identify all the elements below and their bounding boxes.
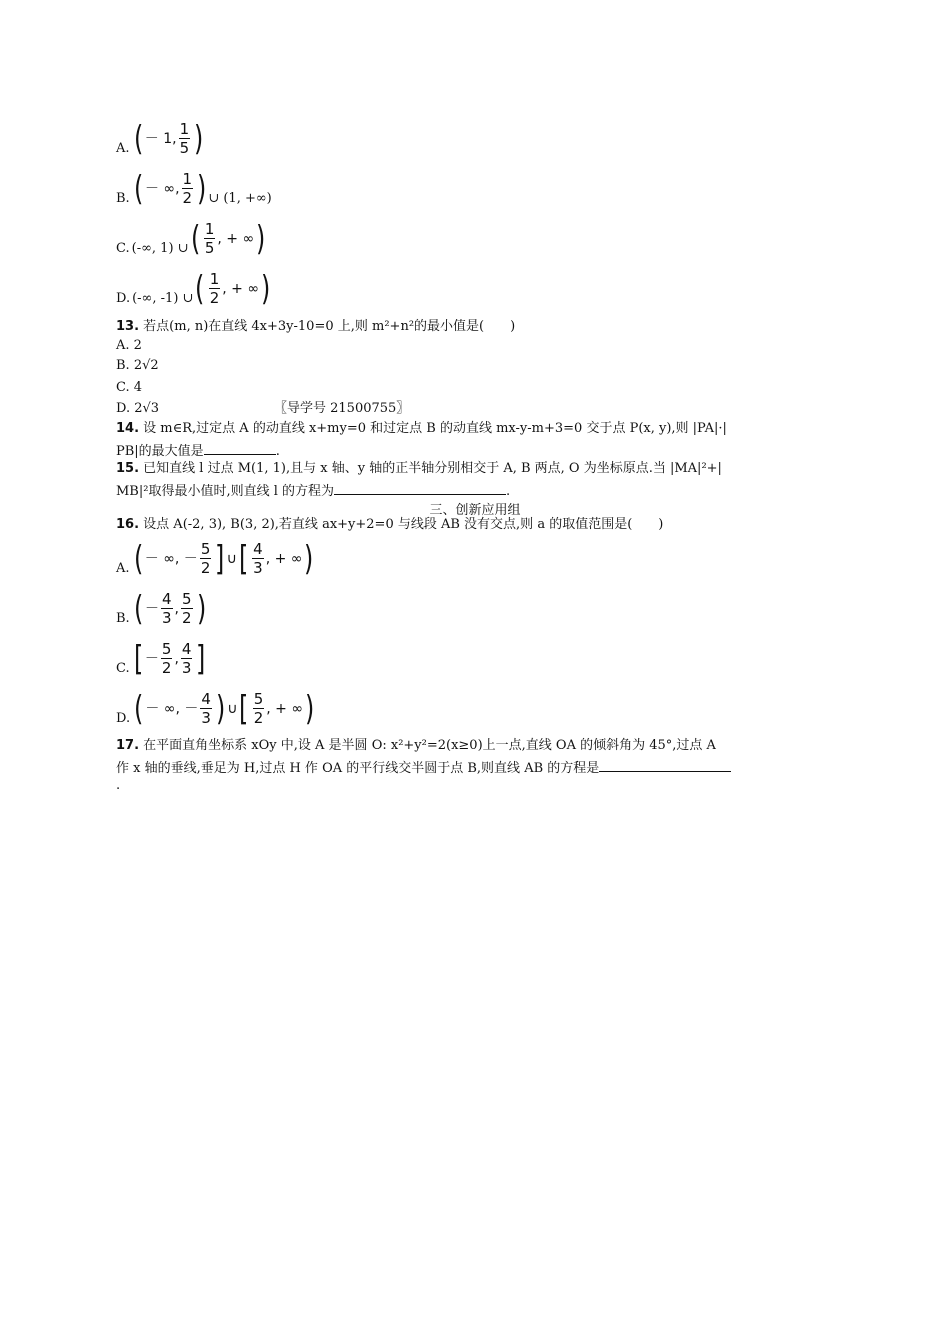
q17-end-period: .	[116, 778, 121, 793]
q16-option-a: A. ( － ∞, － $\frac{5}{2}$ ] ∪ [ $\frac{4}{3}$ , + ∞ )	[116, 538, 314, 579]
q13-option-c: C. 4	[116, 380, 143, 395]
question-number: 14.	[116, 421, 140, 436]
fraction: $\frac{4}{3}$	[181, 640, 192, 677]
fraction: $\frac{1}{2}$	[209, 270, 220, 307]
q15-stem-line1	[116, 461, 722, 477]
q15-stem-line2: MB|²取得最小值时,则直线 l 的方程为 .	[116, 481, 510, 500]
fraction: $\frac{1}{2}$	[182, 170, 193, 207]
question-number: 16.	[116, 517, 140, 532]
q12-option-d: D. (-∞, -1) ∪ ( $\frac{1}{2}$ , + ∞ )	[116, 268, 271, 309]
interval-right: , + ∞	[217, 230, 255, 247]
question-text: 若点(m, n)在直线 4x+3y-10=0 上,则 m²+n²的最小值是( )	[143, 319, 516, 334]
union-symbol: ∪	[226, 550, 237, 567]
q13-option-b: B. 2√2	[116, 358, 159, 373]
question-text: 设点 A(-2, 3), B(3, 2),若直线 ax+y+2=0 与线段 AB 没有交点,则 a 的取值范围是( )	[143, 517, 664, 532]
question-text: 已知直线 l 过点 M(1, 1),且与 x 轴、y 轴的正半轴分别相交于 A, B 两点, O 为坐标原点.当 |MA|²+|	[143, 461, 722, 476]
q13-option-d: D. 2√3	[116, 401, 160, 416]
section-heading: 三、创新应用组	[429, 503, 521, 518]
interval-left: － 1,	[144, 130, 177, 147]
option-label: C.	[116, 661, 130, 676]
fraction: $\frac{5}{2}$	[253, 690, 264, 727]
q12-option-a: A. ( － 1, $\frac{1}{5}$ )	[116, 118, 204, 159]
q16-option-c: C. [ － $\frac{5}{2}$ , $\frac{4}{3}$ ]	[116, 638, 206, 679]
option-label: B.	[116, 611, 130, 626]
question-number: 13.	[116, 319, 140, 334]
option-label: B.	[116, 191, 130, 206]
answer-blank[interactable]	[204, 441, 276, 455]
q17-stem-line1	[116, 738, 716, 754]
q16-option-b: B. ( － $\frac{4}{3}$ , $\frac{5}{2}$ )	[116, 588, 206, 629]
q17-stem-line2: 作 x 轴的垂线,垂足为 H,过点 H 作 OA 的平行线交半圆于点 B,则直线 AB 的方程是	[116, 758, 731, 777]
union-symbol: ∪	[227, 700, 238, 717]
question-text: 设 m∈R,过定点 A 的动直线 x+my=0 和过定点 B 的动直线 mx-y-m+3=0 交于点 P(x, y),则 |PA|·|	[143, 421, 727, 436]
option-label: C.	[116, 241, 130, 256]
question-text: 在平面直角坐标系 xOy 中,设 A 是半圆 O: x²+y²=2(x≥0)上一点,直线 OA 的倾斜角为 45°,过点 A	[143, 738, 716, 753]
q13-option-a: A. 2	[116, 338, 142, 353]
question-number: 15.	[116, 461, 140, 476]
union-suffix: ∪ (1, +∞)	[208, 191, 272, 206]
q14-stem-line1	[116, 421, 727, 437]
union-prefix: (-∞, -1) ∪	[132, 291, 194, 306]
interval-left: － ∞,	[144, 180, 180, 197]
fraction: $\frac{4}{3}$	[253, 540, 263, 577]
option-label: D.	[116, 291, 131, 306]
q13-stem	[116, 319, 515, 335]
fraction: $\frac{1}{5}$	[204, 220, 215, 257]
q16-stem	[116, 517, 663, 533]
option-label: A.	[116, 141, 130, 156]
option-label: A.	[116, 561, 130, 576]
reference-tag: 〖导学号 21500755〗	[274, 401, 410, 416]
interval-right: , + ∞	[222, 280, 259, 297]
fraction: $\frac{5}{2}$	[161, 640, 172, 677]
fraction: $\frac{4}{3}$	[161, 590, 172, 627]
fraction: $\frac{4}{3}$	[201, 690, 211, 727]
fraction: $\frac{1}{5}$	[179, 120, 190, 157]
fraction: $\frac{5}{2}$	[200, 540, 211, 577]
answer-blank[interactable]	[334, 481, 506, 495]
q12-option-c: C. (-∞, 1) ∪ ( $\frac{1}{5}$ , + ∞ )	[116, 218, 266, 259]
q14-stem-line2: PB|的最大值是 .	[116, 441, 280, 460]
question-number: 17.	[116, 738, 140, 753]
q16-option-d: D. ( － ∞, － $\frac{4}{3}$ ) ∪ [ $\frac{5}{2}$ , + ∞ )	[116, 688, 315, 729]
union-prefix: (-∞, 1) ∪	[131, 241, 189, 256]
q12-option-b: B. ( － ∞, $\frac{1}{2}$ ) ∪ (1, +∞)	[116, 168, 272, 209]
option-label: D.	[116, 711, 131, 726]
fraction: $\frac{5}{2}$	[181, 590, 192, 627]
answer-blank[interactable]	[599, 758, 731, 772]
